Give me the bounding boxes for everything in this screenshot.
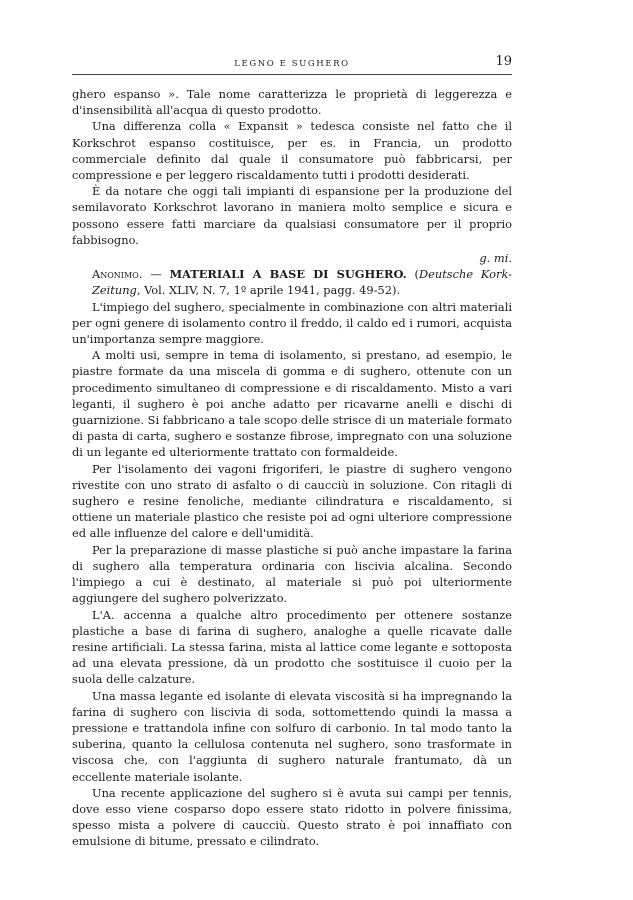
article-paragraph: L'impiego del sughero, specialmente in combinazione con altri materiali per ogni genere di isolamento contro il freddo, il caldo ed i rumori, acquista un'importanza sempre maggiore. [72,299,512,347]
article-author: Anonimo. [92,267,143,282]
running-title: LEGNO E SUGHERO [234,59,350,69]
article-paragraph: Per l'isolamento dei vagoni frigoriferi, le piastre di sughero vengono rivestite con uno strato di asfalto o di caucciù in soluzione. Con ritagli di sughero e resine fenoliche, mediante cilindratura e riscaldamento, si ottiene un materiale plastico che resiste poi ad ogni ulteriore compressione ed alle influenze del calore e dell'umidità. [72,461,512,541]
page-body [72,86,512,850]
page-number: 19 [495,54,512,69]
article-journal: Deutsche Kork-Zeitung, [92,267,512,298]
article-paragraph: L'A. accenna a qualche altro procedimento per ottenere sostanze plastiche a base di farina di sughero, analoghe a quelle ricavate dalle resine artificiali. La stessa farina, mista al lattice come legante e sottoposta ad una elevata pressione, dà un prodotto che sostituisce il cuoio per la suola delle calzature. [72,607,512,687]
header-rule [72,74,512,75]
prev-paragraph: Una differenza colla « Expansit » tedesca consiste nel fatto che il Korkschrot espanso costituisce, per es. in Francia, un prodotto commerciale definito dal quale il consumatore può fabbricarsi, per compressione e per leggero riscaldamento tutti i prodotti desiderati. [72,119,512,183]
article-paragraph: Per la preparazione di masse plastiche si può anche impastare la farina di sughero alla temperatura ordinaria con liscivia alcalina. Secondo l'impiego a cui è destinato, al materiale si può poi ulteriormente aggiungere del sughero polverizzato. [72,542,512,606]
prev-paragraph: ghero espanso ». Tale nome caratterizza le proprietà di leggerezza e d'insensibilità all'acqua di questo prodotto. [72,87,512,118]
article-reference [72,266,512,298]
running-header [72,54,512,79]
article-paragraph: A molti usi, sempre in tema di isolamento, si prestano, ad esempio, le piastre formate da una miscela di gomma e di sughero, ottenute con un procedimento simultaneo di compressione e di riscaldamento. Misto a vari leganti, il sughero è poi anche adatto per ricavarne anelli e dischi di guarnizione. Si fabbricano a tale scopo delle strisce di un materiale formato di pasta di carta, sughero e sostanze fibrose, impregnato con una soluzione di un legante ed ulteriormente trattato con formaldeide. [72,348,512,460]
article-details: Vol. XLIV, N. 7, 1º aprile 1941, pagg. 49-52). [140,283,401,298]
article-dash: — [142,267,170,282]
source-open: ( [406,267,419,282]
article-paragraph: Una recente applicazione del sughero si è avuta sui campi per tennis, dove esso viene cosparso dopo essere stato ridotto in polvere finissima, spesso mista a polvere di caucciù. Questo strato è poi innaffiato con emulsione di bitume, pressato e cilindrato. [72,785,512,849]
article-title: MATERIALI A BASE DI SUGHERO. [169,267,407,282]
article-paragraph: Una massa legante ed isolante di elevata viscosità si ha impregnando la farina di sughero con liscivia di soda, sottomettendo quindi la massa a pressione e trattandola infine con solfuro di carbonio. In tal modo tanto la suberina, quanto la cellulosa contenuta nel sughero, sono trasformate in viscosa che, con l'aggiunta di sughero naturale frantumato, dà un eccellente materiale isolante. [72,688,512,784]
prev-signature: g. mi. [479,251,512,266]
prev-paragraph: È da notare che oggi tali impianti di espansione per la produzione del semilavorato Korkschrot lavorano in maniera molto semplice e sicura e possono essere fatti marciare da qualsiasi consumatore per il proprio fabbisogno. [72,184,512,247]
